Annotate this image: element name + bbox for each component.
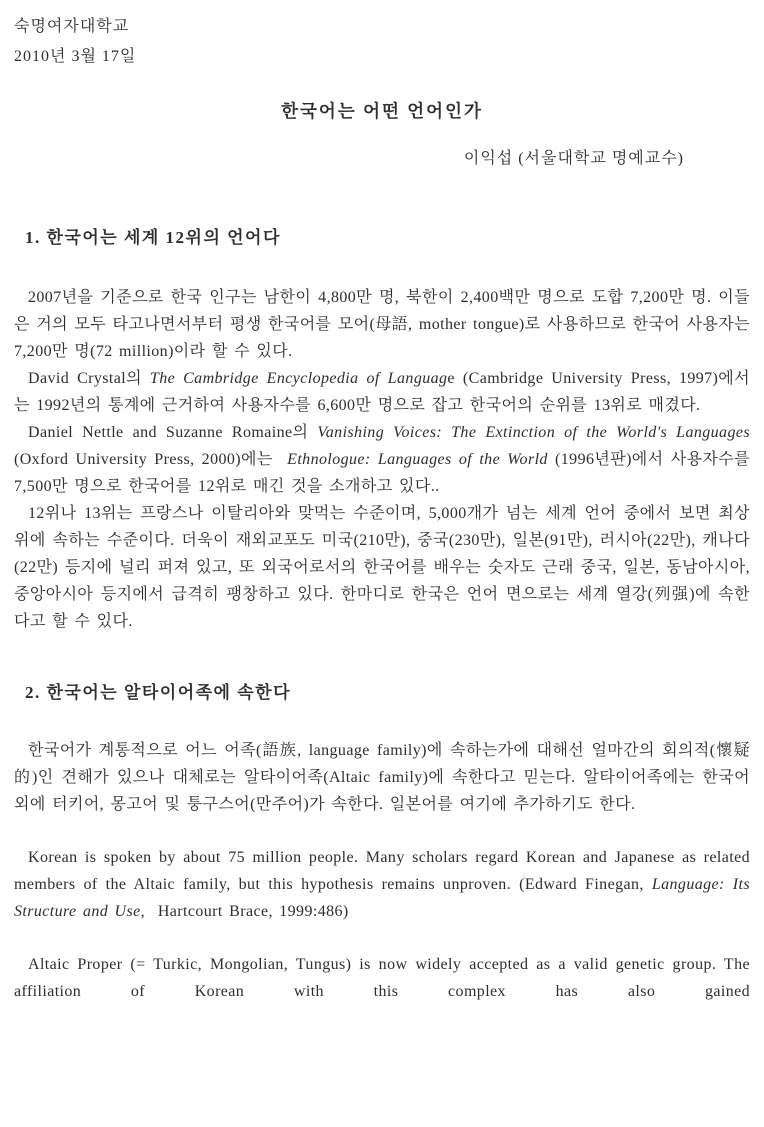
text-run: Korean is spoken by about 75 million people. Many scholars regard Korean and Japanese as related members of the Altaic family, but this hypothesis remains unproven. (Edward Finegan, — [14, 849, 750, 893]
text-run: Altaic Proper (= Turkic, Mongolian, Tungus) is now widely accepted as a valid genetic group. The affiliation of Korean with this complex has also gained — [14, 956, 750, 1000]
paragraph — [14, 500, 750, 635]
paragraph — [14, 737, 750, 818]
text-run: David Crystal의 — [28, 370, 150, 387]
paragraph — [14, 284, 750, 365]
paragraph — [14, 419, 750, 500]
paragraph — [14, 365, 750, 419]
text-run: Daniel Nettle and Suzanne Romaine의 — [28, 424, 318, 441]
text-run: , Hartcourt Brace, 1999:486) — [140, 903, 349, 920]
text-run: 2007년을 기준으로 한국 인구는 남한이 4,800만 명, 북한이 2,400백만 명으로 도합 7,200만 명. 이들은 거의 모두 타고나면서부터 평생 한국어를 모어(母語, mother tongue)로 사용하므로 한국어 사용자는 7,200만 명(72 million)이라 할 수 있다. — [14, 289, 750, 360]
author-line: 이익섭 (서울대학교 명예교수) — [463, 150, 684, 167]
italic-text-run: Ethnologue: Languages of the World — [287, 451, 548, 468]
paragraph — [14, 844, 750, 925]
date-line: 2010년 3월 17일 — [14, 48, 137, 65]
italic-text-run: The Cambridge Encyclopedia of Languag — [149, 370, 448, 387]
italic-text-run: Vanishing Voices: The Extinction of the World's Languages — [317, 424, 750, 441]
page-title: 한국어는 어떤 언어인가 — [281, 101, 483, 121]
document-body — [14, 226, 750, 1005]
document-header — [14, 12, 750, 72]
paragraph — [14, 951, 750, 1005]
text-run: e (Cambridge University Press, 1997)에서는 1992년의 통계에 근거하여 사용자수를 6,600만 명으로 잡고 한국어의 순위를 13위로 매겼다. — [14, 370, 750, 414]
text-run: (Oxford University Press, 2000)에는 — [14, 451, 288, 468]
text-run: (1996년판)에서 사용자수를 7,500만 명으로 한국어를 12위로 매긴 것을 소개하고 있다.. — [14, 451, 751, 495]
italic-text-run: Language: Its Structure and Use — [14, 876, 750, 920]
text-run: 한국어가 계통적으로 어느 어족(語族, language family)에 속하는가에 대해선 얼마간의 회의적(懷疑的)인 견해가 있으나 대체로는 알타이어족(Altaic family)에 속한다고 믿는다. 알타이어족에는 한국어 외에 터키어, 몽고어 및 퉁구스어(만주어)가 속한다. 일본어를 여기에 추가하기도 한다. — [14, 742, 750, 813]
institution-line: 숙명여자대학교 — [14, 18, 130, 35]
section-heading: 1. 한국어는 세계 12위의 언어다 — [25, 228, 281, 247]
section-heading: 2. 한국어는 알타이어족에 속한다 — [25, 683, 291, 702]
text-run: 12위나 13위는 프랑스나 이탈리아와 맞먹는 수준이며, 5,000개가 넘는 세계 언어 중에서 보면 최상위에 속하는 수준이다. 더욱이 재외교포도 미국(210만), 중국(230만), 일본(91만), 러시아(22만), 캐나다(22만) 등지에 널리 퍼져 있고, 또 외국어로서의 한국어를 배우는 숫자도 근래 중국, 일본, 동남아시아, 중앙아시아 등지에서 급격히 팽창하고 있다. 한마디로 한국은 언어 면으로는 세계 열강(列强)에 속한다고 할 수 있다. — [14, 505, 750, 630]
